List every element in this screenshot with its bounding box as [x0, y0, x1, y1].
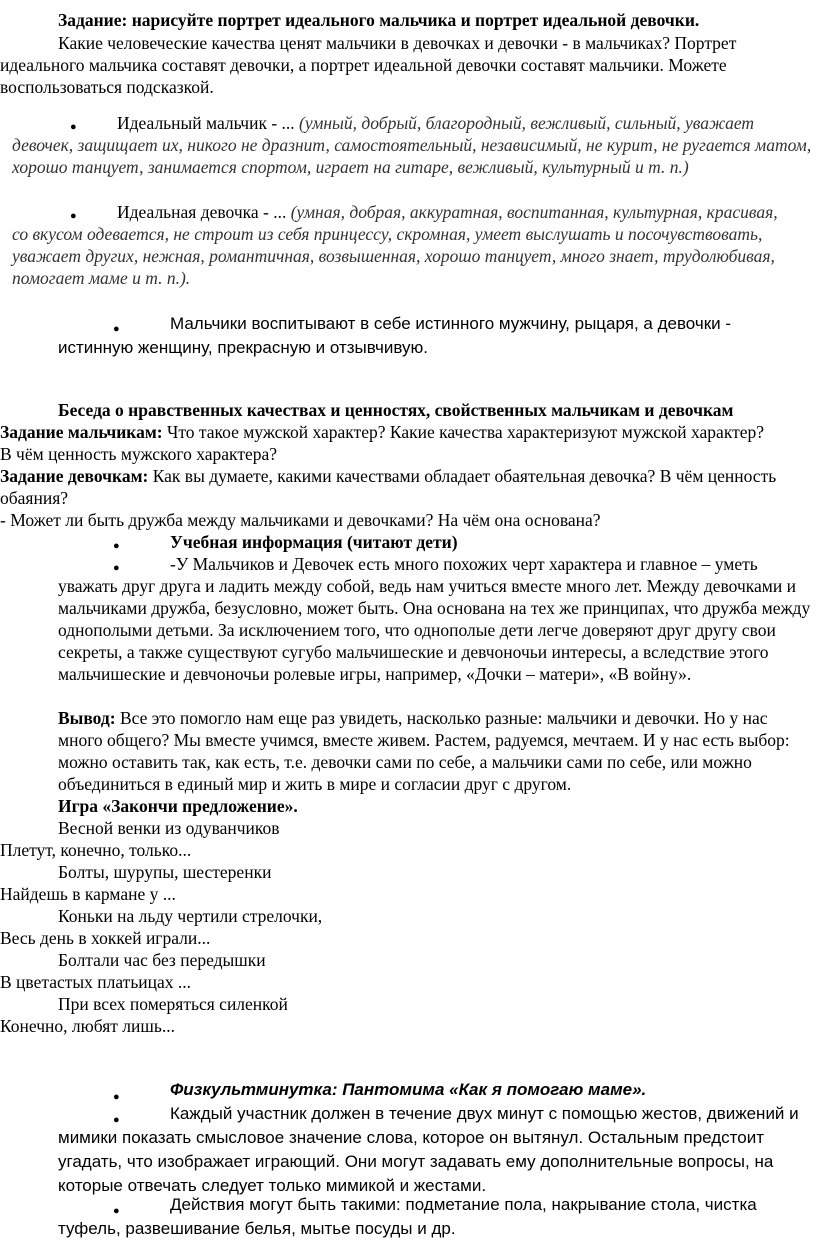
game-title: Игра «Закончи предложение».	[58, 796, 298, 816]
task-intro: Какие человеческие качества ценят мальчики в девочках и девочки - в мальчиках? Портрет идеального мальчика составят девочки, а портрет идеальной девочки составят мальчики. Можете воспользоваться подсказкой.	[0, 33, 737, 97]
girl-label: Идеальная девочка - ...	[117, 202, 287, 222]
bullet-icon: ●	[113, 323, 120, 335]
pause-rules: Каждый участник должен в течение двух минут с помощью жестов, движений и мимики показать смысловое значение слова, которое он вытянул. Остальным предстоит угадать, что изображает играющий. Они могут задавать ему дополнительные вопросы, на которые отвечать следует только мимикой и жестами.	[58, 1104, 799, 1195]
bullet-icon: ●	[113, 540, 120, 552]
poem-line: При всех померяться силенкой	[58, 994, 288, 1014]
result-text: Все это помогло нам еще раз увидеть, насколько разные: мальчики и девочки. Но у нас много общего? Мы вместе учимся, вместе живем. Растем, радуемся, мечтаем. И у нас есть выбор: можно оставить так, как есть, т.е. девочки сами по себе, а мальчики сами по себе, или можно объединиться в единый мир и жить в мире и согласии друг с другом.	[58, 708, 790, 794]
task-title: Задание: нарисуйте портрет идеального мальчика и портрет идеальной девочки.	[58, 10, 700, 30]
boys-task-label: Задание мальчикам:	[0, 422, 163, 442]
boy-hint-item	[12, 112, 816, 178]
bullet-icon: ●	[113, 1205, 120, 1217]
girls-task-text: Как вы думаете, какими качествами обладает обаятельная девочка? В чём ценность обаяния?	[0, 466, 777, 508]
bullet-icon: ●	[70, 121, 77, 133]
poem-line: Болтали час без передышки	[58, 950, 266, 970]
poem-line: Найдешь в кармане у ...	[0, 884, 176, 904]
girl-hint: (умная, добрая, аккуратная, воспитанная, культурная, красивая, со вкусом одевается, не строит из себя принцессу, скромная, умеет выслушать и посочувствовать, уважает других, нежная, романтичная, возвышенная, хорошо танцует, много знает, трудолюбивая, помогает маме и т. п.).	[12, 202, 778, 288]
poem-line: Конечно, любят лишь...	[0, 1016, 175, 1036]
friendship-question: - Может ли быть дружба между мальчиками и девочками? На чём она основана?	[0, 510, 601, 530]
bullet-icon: ●	[70, 210, 77, 222]
poem-line: Плетут, конечно, только...	[0, 840, 192, 860]
girls-task-label: Задание девочкам:	[0, 466, 149, 486]
boys-task	[0, 421, 780, 465]
result	[58, 707, 816, 795]
girl-hint-item	[12, 201, 787, 289]
bullet-icon: ●	[113, 1114, 120, 1126]
poem-line: Коньки на льду чертили стрелочки,	[58, 906, 323, 926]
boys-task-text: Что такое мужской характер? Какие качества характеризуют мужской характер? В чём ценность мужского характера?	[0, 422, 765, 464]
info-text: -У Мальчиков и Девочек есть много похожих черт характера и главное – уметь уважать друг друга и ладить между собой, ведь нам учиться вместе много лет. Между девочками и мальчиками дружба, безусловно, может быть. Она основана на тех же принципах, что дружба между однополыми детьми. За исключением того, что однополые дети легче доверяют друг другу свои секреты, а также существуют сугубо мальчишеские и девчоночьи интересы, а вследствие этого мальчишеские и девчоночьи ролевые игры, например, «Дочки – матери», «В войну».	[58, 554, 811, 684]
task-conclusion: Мальчики воспитывают в себе истинного мужчину, рыцаря, а девочки - истинную женщину, прекрасную и отзывчивую.	[58, 314, 732, 357]
poem-line: В цветастых платьицах ...	[0, 972, 192, 992]
girls-task	[0, 465, 800, 509]
pause-actions: Действия могут быть такими: подметание пола, накрывание стола, чистка туфель, развешивание белья, мытье посуды и др.	[58, 1195, 757, 1238]
pause-title: Физкультминутка: Пантомима «Как я помогаю маме».	[170, 1080, 647, 1099]
bullet-icon: ●	[113, 1091, 120, 1103]
poem-line: Болты, шурупы, шестеренки	[58, 862, 272, 882]
talk-title: Беседа о нравственных качествах и ценностях, свойственных мальчикам и девочкам	[58, 400, 734, 420]
poem	[0, 817, 600, 1037]
result-label: Вывод:	[58, 708, 116, 728]
bullet-icon: ●	[113, 562, 120, 574]
poem-line: Весной венки из одуванчиков	[58, 818, 280, 838]
info-title: Учебная информация (читают дети)	[170, 532, 458, 552]
boy-hint: (умный, добрый, благородный, вежливый, сильный, уважает девочек, защищает их, никого не дразнит, самостоятельный, независимый, не курит, не ругается матом, хорошо танцует, занимается спортом, играет на гитаре, вежливый, культурный и т. п.)	[12, 113, 812, 177]
boy-label: Идеальный мальчик - ...	[117, 113, 295, 133]
poem-line: Весь день в хоккей играли...	[0, 928, 211, 948]
